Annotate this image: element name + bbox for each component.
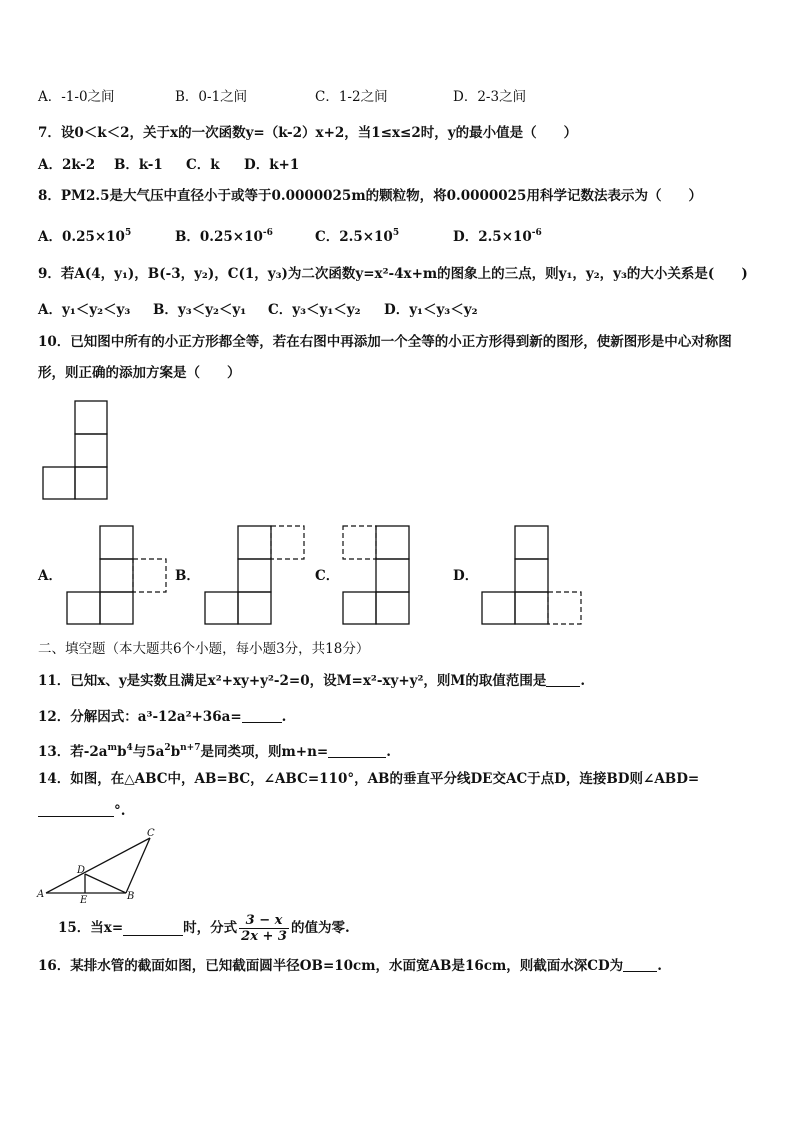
q9-option-b: B．y₃＜y₂＜y₁ <box>153 302 247 318</box>
q14-label-c: C <box>147 828 155 839</box>
q14-label-e: E <box>80 895 88 906</box>
q15-numerator: 3 − x <box>239 913 289 929</box>
q16-answer-blank[interactable] <box>623 957 657 972</box>
q13-term2-exp-a: 2 <box>164 743 171 753</box>
q15-middle: 时，分式 <box>183 920 238 936</box>
q8-option-b-base: B．0.25×10 <box>175 229 263 245</box>
q8-option-c-exp: 5 <box>392 228 400 238</box>
q6-option-c: C．1-2之间 <box>315 89 388 105</box>
q15-start: 15．当x= <box>58 920 124 936</box>
q11-body: 11．已知x、y是实数且满足x²+xy+y²-2=0，设M=x²-xy+y²，则M的取值范围是 <box>38 673 547 689</box>
q10-option-b-label: B． <box>175 568 200 584</box>
q15-denominator: 2x + 3 <box>241 929 287 944</box>
q14-label-b: B <box>127 891 135 902</box>
q10-option-d-label: D． <box>453 568 479 584</box>
q14-label-d: D <box>77 865 86 876</box>
q8-option-d-exp: -6 <box>531 228 542 238</box>
q12-body: 12．分解因式：a³-12a²+36a= <box>38 709 242 725</box>
q6-option-b: B．0-1之间 <box>175 89 248 105</box>
q12-period: . <box>281 709 287 725</box>
q6-option-d: D．2-3之间 <box>453 89 527 105</box>
q7-text: 7．设0＜k＜2，关于x的一次函数y=（k-2）x+2，当1≤x≤2时，y的最小值是（ ） <box>38 125 578 141</box>
section-2-heading: 二、填空题（本大题共6个小题，每小题3分，共18分） <box>38 641 370 657</box>
q8-option-d-base: D．2.5×10 <box>453 229 532 245</box>
q7-option-c: C．k <box>186 157 220 173</box>
q7-option-d: D．k+1 <box>244 157 300 173</box>
q8-text: 8．PM2.5是大气压中直径小于或等于0.0000025m的颗粒物，将0.0000025用科学记数法表示为（ ） <box>38 188 702 204</box>
q14-degree: °. <box>114 803 126 819</box>
q8-option-c-base: C．2.5×10 <box>315 229 393 245</box>
q16-body: 16．某排水管的截面如图，已知截面圆半径OB=10cm，水面宽AB是16cm，则截面水深CD为 <box>38 958 624 974</box>
q15-answer-blank[interactable] <box>123 921 183 936</box>
q13-term1-b: b <box>117 744 127 760</box>
q9-option-c: C．y₃＜y₁＜y₂ <box>268 302 361 318</box>
q15-text <box>58 908 350 948</box>
q16-text <box>38 957 662 975</box>
q15-end: 的值为零. <box>290 920 350 936</box>
q13-term2-b: b <box>170 744 181 760</box>
q9-text: 9．若A(4，y₁)，B(-3，y₂)，C(1，y₃)为二次函数y=x²-4x+m的图象上的三点，则y₁，y₂，y₃的大小关系是( ) <box>38 266 748 282</box>
q15-fraction <box>239 913 289 944</box>
q13-term1-exp-a: m <box>107 743 118 753</box>
q8-option-b-exp: -6 <box>262 228 273 238</box>
q9-option-a: A．y₁＜y₂＜y₃ <box>38 302 131 318</box>
q10-text-line1: 10．已知图中所有的小正方形都全等，若在右图中再添加一个全等的小正方形得到新的图形，使新图形是中心对称图 <box>38 334 732 350</box>
q13-period: . <box>386 744 391 760</box>
q10-option-a-label: A． <box>38 568 62 584</box>
q8-option-a-base: A．0.25×10 <box>38 229 125 245</box>
q13-term1-exp-b: 4 <box>126 743 133 753</box>
q13-term2-base: 与5a <box>132 744 165 760</box>
q13-term2-exp-b: n+7 <box>180 743 201 753</box>
q11-period: . <box>580 673 586 689</box>
q10-text-line2: 形，则正确的添加方案是（ ） <box>38 365 241 381</box>
q7-option-a: A．2k-2 <box>38 157 96 173</box>
q9-option-d: D．y₁＜y₃＜y₂ <box>384 302 478 318</box>
q14-label-a: A <box>37 889 45 900</box>
q13-tail: 是同类项，则m+n= <box>200 744 329 760</box>
q7-option-b: B．k-1 <box>114 157 163 173</box>
q16-period: . <box>657 958 662 974</box>
q10-option-c-label: C． <box>315 568 340 584</box>
q13-term1-base: 13．若-2a <box>38 744 108 760</box>
q8-option-a-exp: 5 <box>124 228 132 238</box>
q6-option-a: A．-1-0之间 <box>38 89 115 105</box>
q14-text: 14．如图，在△ABC中，AB=BC，∠ABC=110°，AB的垂直平分线DE交AC于点D，连接BD则∠ABD= <box>38 771 700 787</box>
